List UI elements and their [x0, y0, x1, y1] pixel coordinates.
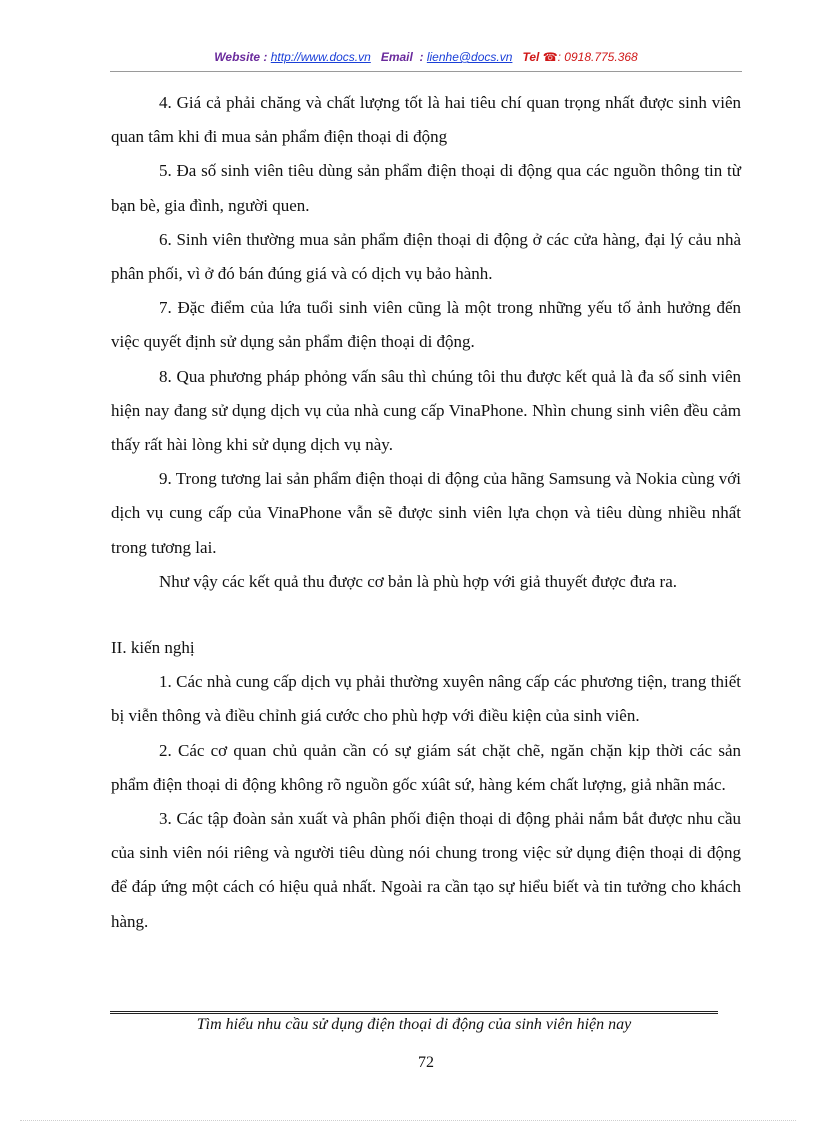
email-label: Email — [380, 50, 413, 64]
tel-value: : 0918.775.368 — [557, 50, 638, 64]
website-link[interactable]: http://www.docs.vn — [270, 50, 371, 64]
paragraph: 5. Đa số sinh viên tiêu dùng sản phẩm điện thoại di động qua các nguồn thông tin từ bạn bè, gia đình, người quen. — [111, 161, 741, 215]
footer-divider — [110, 1011, 718, 1014]
recommendation: 1. Các nhà cung cấp dịch vụ phải thường xuyên nâng cấp các phương tiện, trang thiết bị viễn thông và điều chỉnh giá cước cho phù hợp với điều kiện của sinh viên. — [111, 672, 741, 726]
document-body — [111, 86, 741, 939]
recommendation: 3. Các tập đoàn sản xuất và phân phối điện thoại di động phải nắm bắt được nhu cầu của sinh viên nói riêng và người tiêu dùng nói chung trong việc sử dụng điện thoại di động để đáp ứng một cách có hiệu quả nhất. Ngoài ra cần tạo sự hiểu biết và tin tưởng cho khách hàng. — [111, 809, 741, 931]
email-link[interactable]: lienhe@docs.vn — [426, 50, 513, 64]
page-header — [110, 50, 742, 64]
email-separator: : — [419, 50, 424, 64]
paragraph: 9. Trong tương lai sản phẩm điện thoại di động của hãng Samsung và Nokia cùng với dịch vụ cung cấp của VinaPhone vẫn sẽ được sinh viên lựa chọn và tiêu dùng nhiều nhất trong tương lai. — [111, 469, 741, 557]
header-divider — [110, 71, 742, 72]
paragraph: Như vậy các kết quả thu được cơ bản là phù hợp với giả thuyết được đưa ra. — [159, 571, 677, 591]
paragraph: 8. Qua phương pháp phỏng vấn sâu thì chúng tôi thu được kết quả là đa số sinh viên hiện nay đang sử dụng dịch vụ của nhà cung cấp VinaPhone. Nhìn chung sinh viên đều cảm thấy rất hài lòng khi sử dụng dịch vụ này. — [111, 366, 741, 455]
section-heading: II. kiến nghị — [111, 638, 195, 658]
paragraph: 6. Sinh viên thường mua sản phẩm điện thoại di động ở các cửa hàng, đại lý cảu nhà phân phối, vì ở đó bán đúng giá và có dịch vụ bảo hành. — [111, 229, 741, 284]
page-bottom-border — [20, 1120, 796, 1121]
paragraph: 7. Đặc điểm của lứa tuổi sinh viên cũng là một trong những yếu tố ảnh hưởng đến việc quyết định sử dụng sản phẩm điện thoại di động. — [111, 298, 741, 352]
page-number: 72 — [418, 1054, 434, 1071]
recommendation: 2. Các cơ quan chủ quản cần có sự giám sát chặt chẽ, ngăn chặn kịp thời các sản phẩm điện thoại di động không rõ nguồn gốc xúât sứ, hàng kém chất lượng, giả nhãn mác. — [111, 740, 741, 794]
website-label: Website : — [214, 50, 268, 64]
phone-icon: ☎ — [542, 50, 558, 64]
tel-label: Tel — [522, 50, 540, 64]
footer-title: Tìm hiểu nhu cầu sử dụng điện thoại di động của sinh viên hiện nay — [196, 1016, 632, 1033]
paragraph: 4. Giá cả phải chăng và chất lượng tốt là hai tiêu chí quan trọng nhất được sinh viên quan tâm khi đi mua sản phẩm điện thoại di động — [111, 93, 741, 147]
